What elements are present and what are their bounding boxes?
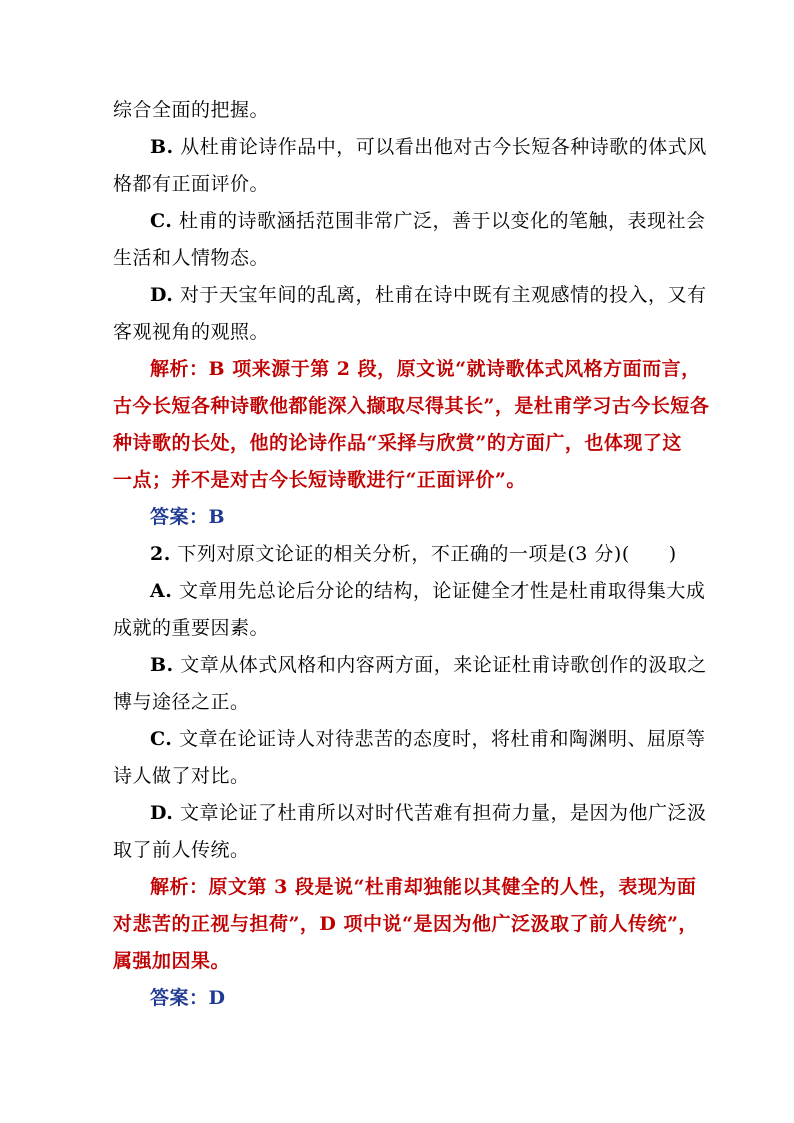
- analysis-2-line-3: [0, 949, 794, 973]
- analysis-1-line-3: [0, 431, 794, 455]
- option-d: [0, 283, 794, 307]
- text-line: 综合全面的把握。: [113, 99, 270, 121]
- q2-option-c-continuation: [0, 764, 794, 788]
- analysis-label: 解析：: [150, 876, 209, 898]
- option-text: 格都有正面评价。: [113, 173, 270, 195]
- q2-option-d-continuation: [0, 838, 794, 862]
- option-label: C.: [150, 728, 173, 750]
- option-text: 文章在论证诗人对待悲苦的态度时，将杜甫和陶渊明、屈原等: [178, 728, 706, 750]
- option-c-continuation: [0, 246, 794, 270]
- option-text: 文章从体式风格和内容两方面，来论证杜甫诗歌创作的汲取之: [180, 654, 707, 676]
- option-text: 博与途径之正。: [113, 691, 250, 713]
- option-text: 取了前人传统。: [113, 839, 250, 861]
- option-text: 诗人做了对比。: [113, 765, 250, 787]
- option-a-continuation: [0, 98, 794, 122]
- question-number: 2.: [150, 543, 171, 565]
- option-text: 从杜甫论诗作品中，可以看出他对古今长短各种诗歌的体式风: [180, 136, 707, 158]
- analysis-2-line-2: [0, 912, 794, 936]
- option-text: 文章论证了杜甫所以对时代苦难有担荷力量，是因为他广泛汲: [179, 802, 707, 824]
- analysis-1-line-1: [0, 357, 794, 381]
- answer-1: [0, 505, 794, 529]
- q2-option-b: [0, 653, 794, 677]
- option-text: 成就的重要因素。: [113, 617, 270, 639]
- option-text: 生活和人情物态。: [113, 247, 270, 269]
- answer-value: B: [208, 506, 226, 528]
- q2-option-c: [0, 727, 794, 751]
- answer-value: D: [208, 987, 226, 1009]
- analysis-2-line-1: [0, 875, 794, 899]
- option-b-continuation: [0, 172, 794, 196]
- answer-label: 答案：: [150, 987, 209, 1009]
- answer-2: [0, 986, 794, 1010]
- option-label: B.: [150, 136, 174, 158]
- option-text: 杜甫的诗歌涵括范围非常广泛，善于以变化的笔触，表现社会: [178, 210, 706, 232]
- analysis-text: 原文第 3 段是说“杜甫却独能以其健全的人性，表现为面: [208, 876, 697, 898]
- analysis-1-line-4: [0, 468, 794, 492]
- analysis-text: 一点；并不是对古今长短诗歌进行“正面评价”。: [113, 469, 526, 491]
- analysis-text: 属强加因果。: [113, 950, 231, 972]
- option-text: 对于天宝年间的乱离，杜甫在诗中既有主观感情的投入，又有: [179, 284, 707, 306]
- option-text: 客观视角的观照。: [113, 321, 270, 343]
- q2-option-b-continuation: [0, 690, 794, 714]
- analysis-text: 种诗歌的长处，他的论诗作品“采择与欣赏”的方面广，也体现了这: [113, 432, 682, 454]
- analysis-text: 对悲苦的正视与担荷”，D 项中说“是因为他广泛汲取了前人传统”，: [113, 913, 698, 935]
- option-d-continuation: [0, 320, 794, 344]
- analysis-1-line-2: [0, 394, 794, 418]
- option-label: D.: [150, 802, 174, 824]
- option-c: [0, 209, 794, 233]
- option-label: C.: [150, 210, 173, 232]
- q2-option-a-continuation: [0, 616, 794, 640]
- option-b: [0, 135, 794, 159]
- analysis-label: 解析：: [150, 358, 209, 380]
- q2-option-d: [0, 801, 794, 825]
- question-2: [0, 542, 794, 566]
- question-text: 下列对原文论证的相关分析，不正确的一项是(3 分)( ): [177, 543, 677, 565]
- analysis-text: 古今长短各种诗歌他都能深入撷取尽得其长”，是杜甫学习古今长短各: [113, 395, 710, 417]
- option-text: 文章用先总论后分论的结构，论证健全才性是杜甫取得集大成: [178, 580, 706, 602]
- option-label: D.: [150, 284, 174, 306]
- q2-option-a: [0, 579, 794, 603]
- option-label: A.: [150, 580, 173, 602]
- analysis-text: B 项来源于第 2 段，原文说“就诗歌体式风格方面而言，: [208, 358, 701, 380]
- option-label: B.: [150, 654, 174, 676]
- answer-label: 答案：: [150, 506, 209, 528]
